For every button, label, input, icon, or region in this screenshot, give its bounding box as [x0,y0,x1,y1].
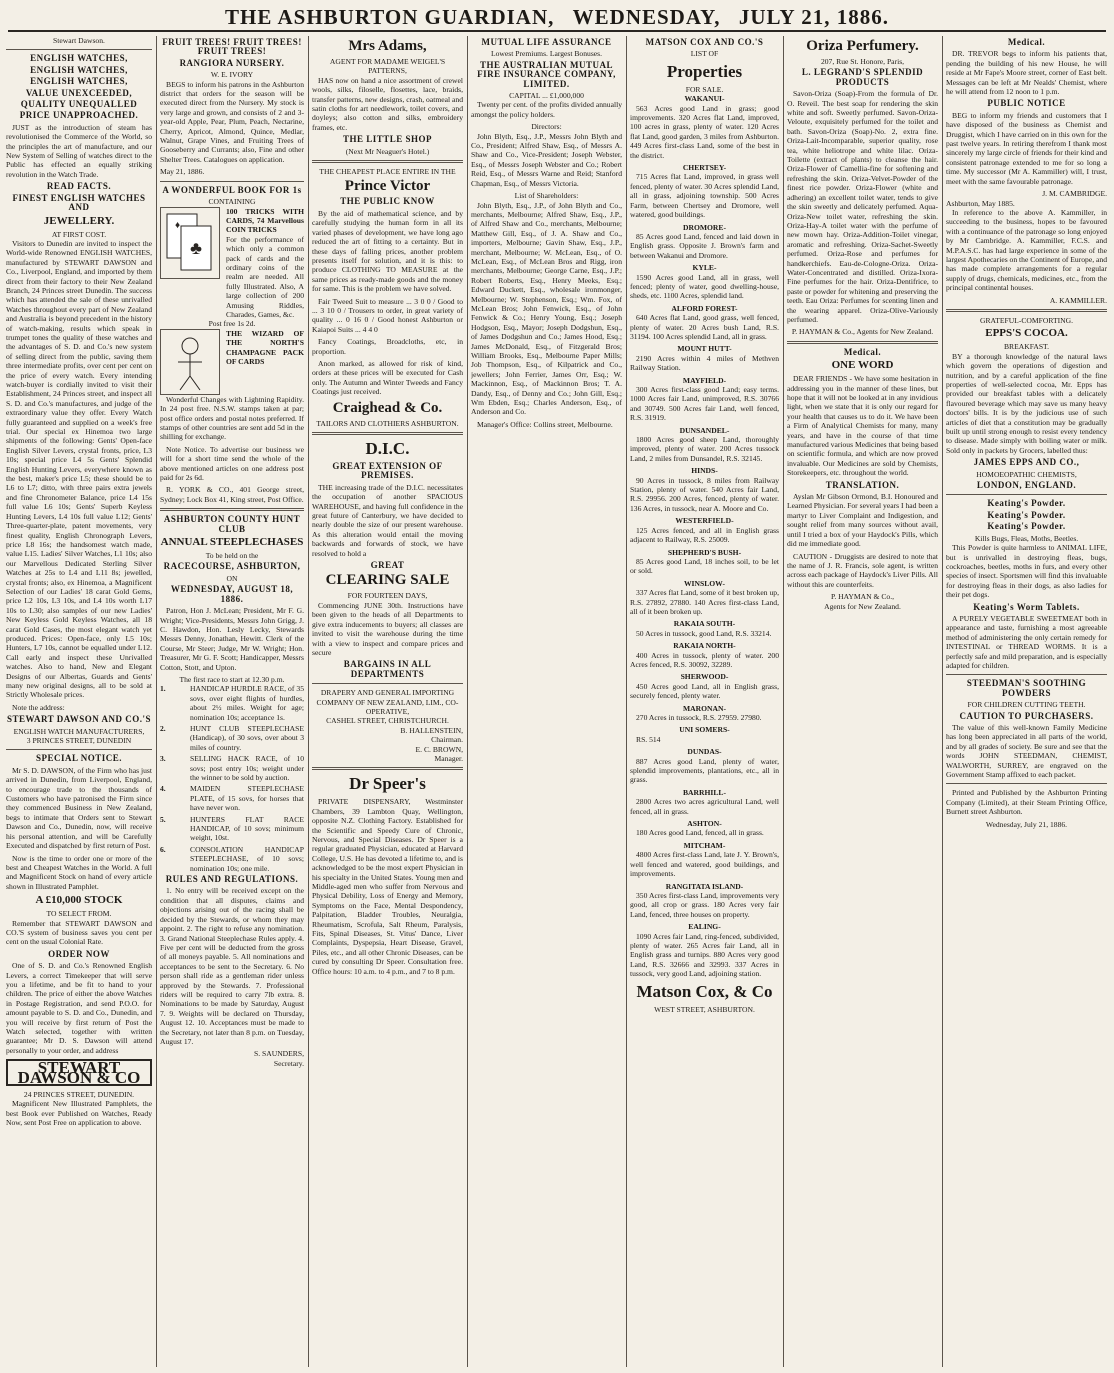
property-district: KYLE- [692,263,717,273]
property-district: UNI SOMERS- [679,725,730,735]
paragraph: Wonderful Changes with Lightning Rapidity. In 24 post free. N.S.W. stamps taken at par; post office orders and postal notes preferred. If stamps of other countries are sent add 5d in the shilling for exchange. [160,394,304,442]
subhead: Agents for New Zealand. [824,601,901,611]
subhead: (Next Mr Neaguer's Hotel.) [345,146,430,156]
column-6 [787,36,938,1367]
headline: FRUIT TREES! FRUIT TREES! FRUIT TREES! [162,37,302,57]
paragraph: John Blyth, Esq., J.P., Messrs John Blyth and Co., President; Alfred Shaw, Esq., of Messrs A. Shaw and Co., Vice-President; Joseph Webster, Esq., of Messrs Joseph Webster and Co.; Robert Reid, Esq., of Messrs Warne and Reid; Stanford Chapman, Esq., of Messrs Victoria. [471,131,622,188]
race-text: CONSOLATION HANDICAP STEEPLECHASE, of 10 sovs; nomination 10s; one mile. [190,844,304,873]
paragraph: Savon-Oriza (Soap)-From the formula of Dr. O. Reveil. The best soap for rendering the skin white and soft. Sweetly perfumed. Savon-Oriza-Veloute, exquisitely perfumed for the toilet and bath. Savon-Oriza (Soap)-No. 2, extra fine. Oriza-Lait-Incomparable, superior quality, rose tea, white heliotrope and white lilac. Oriza-Toilette (extract of plants) to cleanse the hair. Oriza-Flower of Camellia-fine for softening and refreshing the skin. Oriza-Velvet-Powder of the finest rice powder. Oriza-Flower (white and adhering) an excellent toilet water, tends to give the skin sweetly and delicately perfumed. Aqua-Oriza-New toilet water, refreshing the skin. Oriza-Hay-A toilet water with the perfume of new mown hay. Oriza-Addition-Toilet vinegar, aromatic and refreshing. Oriza-Sachet-Sweetly perfumed. Oriza-Rose and perfumes for handkerchiefs. Eau-de-Cologne-Oriza. Oriza-Water-Concentrated and distilled. Oriza-Ixora-Fine perfumes for the hair. Oriza-Dentifrice, to paste or powder for whitening and preserving the teeth. Eau Oriza: Perfumes for scenting linen and the wearing apparel. Oriza-Olive-Variously perfumed. [787,89,938,324]
property-description: 180 Acres good Land, fenced, all in grass. [636,828,764,838]
property-description: 85 Acres good Land, fenced and laid down in English grass. Opposite J. Brown's farm and between Wakanui and Dromore. [630,231,779,260]
subhead: CASHEL STREET, CHRISTCHURCH. [326,716,449,726]
issue-date: JULY 21, 1886. [738,5,889,29]
headline: JAMES EPPS AND CO., [973,457,1080,468]
paragraph: DR. TREVOR begs to inform his patients that, pending the building of his new House, he will reside at Mr Fape's Moore street, corner of East belt. Messages can be left at Mr Nealds' Chemist, where he will attend from 12 noon to 1 p.m. [946,49,1107,97]
svg-text:♣: ♣ [190,237,202,258]
paragraph: Patron, Hon J. McLean; President, Mr F. G. Wright; Vice-Presidents, Messrs John Grigg, J. C. Hawdon, Hon. Lesly Lecky, Stewards Messrs Denny, Jonathan, Hewitt. Clerk of the Course, Mr Steer; Judge, Mr W. Wright; Hon. Treasurer, Mr G. F. Scott; Handicapper, Messrs Cotton, Stott, and Upton. [160,606,304,672]
paragraph: DEAR FRIENDS - We have some hesitation in addressing you in the manner of these lines, but hope that it will not be looked at in any invidious light, when we state that it is only our regard for your health that causes us to do it. We have been a Firm of Analytical Chemists for many, many years, and have in the course of that time manufactured various Medicines that being based on scientific formula, and which are now proved invaluable. Our Medicines are sold by Chemists, Storekeepers, etc. throughout the world. [787,374,938,478]
column-5 [630,36,779,1367]
wizard-illustration [160,329,220,395]
headline: Dr Speer's [349,774,426,794]
headline: Oriza Perfumery. [806,38,919,54]
headline: D.I.C. [365,439,410,458]
headline: RACECOURSE, ASHBURTON, [163,561,301,572]
paragraph: Now is the time to order one or more of the best and Cheapest Watches in the World. A full and Magnificent Stock on hand of every article shown in Illustrated Pamphlet. [6,853,152,891]
property-district: ALFORD FOREST- [671,303,738,313]
headline: Prince Victor [344,178,431,195]
headline: Keating's Worm Tablets. [973,601,1080,612]
headline: Mrs Adams, [348,38,427,54]
signature: B. HALLENSTEIN, [400,725,463,735]
headline: Keating's Powder. [987,509,1066,520]
paragraph: One of S. D. and Co.'s Renowned English Levers, a correct Timekeeper that will serve you a lifetime, and be fit to hand to your children. The price of either the above Watches in Postage Registration, and send P.O.O. for amount payable to S. D. and Co., Dunedin, and you will receive by first return of Post the Watch selected, together with written guarantee; Mr D. S. Dawson will attend personally to your order, and address [6,961,152,1055]
paragraph: Manager's Office: Collins street, Melbourne. [477,419,613,429]
race-item [160,684,304,722]
property-description: 887 Acres good Land, plenty of water, splendid improvements, plantations, etc., all in grass. [630,756,779,785]
subhead: W. E. IVORY [210,70,254,80]
paragraph: THE increasing trade of the D.I.C. necessitates the occupation of another SPACIOUS WAREHOUSE, and having full confidence in the great future of Canterbury, we have decided to nearly double the size of our present warehouse. As this alteration would entail the moving backwards and forwards of stock, we have resolved to hold a [312,482,463,558]
column-4 [471,36,622,1367]
property-description: 300 Acres first-class good Land; easy terms. 1000 Acres fair Land, unimproved, R.S. 30766 and 30749. 500 Acres fair Land, well fenced, R.S. 31919. [630,385,779,423]
property-description: 4800 Acres first-class Land, late J. Y. Brown's, well fenced and watered, good buildings, and improvements. [630,850,779,879]
race-number: 1. [160,684,166,694]
paragraph: Magnificent New Illustrated Pamphlets, the best Book ever Published on Watches, Ready Now, sent Post Free on application to above. [6,1099,152,1128]
wizard-advert [160,329,304,395]
subhead: FOR CHILDREN CUTTING TEETH. [967,700,1086,710]
column-rule [942,36,943,1367]
subhead: GRATEFUL-COMFORTING. [980,315,1073,325]
subhead: CAPITAL ... £1,000,000 [509,91,584,101]
property-district: CHERTSEY- [682,163,727,173]
subhead: AGENT FOR MADAME WEIGEL'S PATTERNS, [329,57,446,76]
paragraph: In reference to the above A. Kammiller, in succeeding to the business, hopes to be favoured with a continuance of the patronage so long enjoyed by Mr Cambridge. A. Kammiller, F.C.S. and M.P.A.S.C. has had large experience in some of the largest Apothecaries on the Continent of Europe, and has made complete arrangements for a regular supply of drugs, chemicals, medicines, etc., from the principal continental houses. [946,207,1107,293]
race-item [160,845,304,873]
imprint: Printed and Published by the Ashburton Printing Company (Limited), at their Steam Printing Office, Burnett street Ashburton. [946,788,1107,817]
headline: VALUE UNEXCEEDED, [25,87,133,98]
property-description: 715 Acres flat Land, improved, in grass well fenced, plenty of water. 30 Acres splendid Land, all in grass, adjoining township. 500 Acres Farm, between Chertsey and Dromore, well watered, good buildings. [630,172,779,220]
masthead [8,4,1106,32]
subhead: BREAKFAST. [1003,342,1050,352]
race-text: HUNTERS FLAT RACE HANDICAP, of 10 sovs; minimum weight, 10st. [190,814,304,843]
headline: Keating's Powder. [987,498,1066,509]
headline: STEEDMAN'S SOOTHING POWDERS [966,678,1087,698]
headline: EPPS'S COCOA. [985,327,1068,340]
paragraph: BY a thorough knowledge of the natural laws which govern the operations of digestion and nutrition, and by a careful application of the fine properties of well-selected cocoa, Mr. Epps has provided our breakfast tables with a delicately flavoured beverage which may save us many heavy doctors' bills. It is by the judicious use of such articles of diet that a constitution may be gradually built up until strong enough to resist every tendency to disease. Made simply with boiling water or milk. Sold only in packets by Grocers, labelled thus: [946,351,1107,455]
subhead: HOMOEOPATHIC CHEMISTS, [976,469,1077,479]
property-district: ASHTON- [687,819,722,829]
property-district: WAKANUI- [684,94,725,104]
property-district: SHERWOOD- [680,672,729,682]
svg-text:♦: ♦ [175,219,181,231]
subhead: TAILORS AND CLOTHIERS ASHBURTON. [316,418,459,428]
paragraph: JUST as the introduction of steam has revolutionised the Commerce of the World, so the principles the art of manufacture, and our New System of Selling of watches direct to the Public has effected an equally striking revolution in the Watch Trade. [6,122,152,179]
paragraph: Commencing JUNE 30th. Instructions have been given to the heads of all Departments to give extra inducements to buyers; all classes are invited to visit the warehouse during the time with a view to inspect and compare prices and secure [312,600,463,657]
subhead: 3 PRINCES STREET, DUNEDIN [26,736,132,746]
dateline: May 21, 1886. [160,167,205,177]
subhead: 207, Rue St. Honore, Paris, [820,57,905,66]
paragraph: BEG to inform my friends and customers that I have disposed of the business as Chemist and Druggist, which I have carried on in this own for the past twelve years. In retiring therefrom I thank most sincerely my large circle of friends for their kind and consistent patronage extended to me for so long a time. My successor (Mr A. Kammiller) will, I trust, meet with the same favourable patronage. [946,110,1107,186]
property-district: DROMORE- [682,222,727,232]
property-description: 337 Acres flat Land, some of it best broken up, R.S. 27892, 27880. 140 Acres first-class Land, all of it been broken up. [630,588,779,616]
subhead: The first race to start at 12.30 p.m. [179,674,285,684]
headline: A WONDERFUL BOOK FOR 1s [162,184,302,195]
property-district: RAKAIA SOUTH- [673,619,736,629]
paragraph: By the aid of mathematical science, and by carefully studying the human form in all its varied phases of development, we have long ago reduced the art of fitting to a certainty. But in these days of falling prices, another problem presents itself for solution, and it is this: to produce CLOTHING TO MEASURE at the same prices as ready-made goods and the money for same. This is the problem we have solved. [312,208,463,294]
property-district: SHEPHERD'S BUSH- [667,547,742,557]
headline: MATSON COX AND CO.'S [645,37,764,47]
headline: ASHBURTON COUNTY HUNT CLUB [163,514,301,534]
headline: ENGLISH WATCHES, [30,76,128,87]
signature-title: Chairman. [431,735,463,745]
wizard-headline: THE WIZARD OF THE NORTH'S CHAMPAGNE PACK OF CARDS [226,328,304,366]
headline: THE AUSTRALIAN MUTUAL FIRE INSURANCE COMPANY, LIMITED. [477,59,616,89]
subhead: FOR SALE. [685,84,724,94]
column-2 [160,36,304,1367]
column-7 [946,36,1107,1367]
subhead: ENGLISH WATCH MANUFACTURERS, [13,726,145,736]
property-district: HINDS- [691,466,718,476]
race-number: 2. [160,723,166,733]
property-district: WESTERFIELD- [675,516,734,526]
paper-title: THE ASHBURTON GUARDIAN, [225,5,555,29]
headline: CAUTION TO PURCHASERS. [959,710,1094,721]
paragraph: HAS now on hand a nice assortment of crewel wools, silks, filoselle, flosettes, lace, braids, transfer patterns, new designs, crash, oatmeal and satin cloths for art needlework, toilet covers, and doyleys; also cotton and silks, embroidery frames, etc. [312,75,463,132]
headline: SPECIAL NOTICE. [35,753,123,764]
headline: ORDER NOW [48,948,110,959]
headline: RULES AND REGULATIONS. [165,874,299,885]
headline: THE LITTLE SHOP [342,134,433,145]
race-text: HUNT CLUB STEEPLECHASE (Handicap), of 30 sovs, over about 3 miles of country. [190,723,304,752]
headline: A £10,000 STOCK [35,894,123,907]
property-district: DUNDAS- [687,747,722,757]
race-item [160,784,304,812]
race-number: 3. [160,754,166,764]
paragraph: CAUTION - Druggists are desired to note that the name of J. R. Francis, sole agent, is written across each package of Haydock's Liver Pills. All without this are counterfeits. [787,551,938,589]
paragraph: PRIVATE DISPENSARY, Westminster Chambers, 39 Lambton Quay, Wellington, opposite N.Z. Clothing Factory. Established for the Scientific and Speedy Cure of Chronic, Nervous, and Special Diseases. Dr Speer is a regular graduated Physician, educated at Harvard College, U.S. He has devoted a lifetime to, and is acknowledged to be the most expert Physician in his specialty in the United States. Young men and Middle-aged men who suffer from Nervous and Physical Debility, Loss of Energy and Memory, Symptoms on the Face, Mental Despondency, Palpitation, Bladder Troubles, Neuralgia, Rheumatism, Scrofula, Salt Rheum, Paralysis, Fits, Spinal Diseases, St. Vitus' Dance, Liver Complaints, Dyspepsia, Heart Disease, Gravel, Piles, etc., and all other Chronic Diseases, can be cured by consulting Dr Speer. Consultation free. Office hours: 10 a.m. to 4 p.m., and 7 to 8 p.m. [312,797,463,976]
advert-label: Stewart Dawson. [53,36,105,45]
race-list [160,684,304,873]
headline: STEWART DAWSON AND CO.'S [6,714,152,725]
property-description: 450 Acres good Land, all in English grass, securely fenced, plenty water. [630,681,779,701]
subhead: ON [226,573,238,583]
paragraph: John Blyth, Esq., J.P., of John Blyth and Co., merchants, Melbourne; Alfred Shaw, Esq., J.P., of Alfred Shaw and Co., merchants, Melbourne; Matthew Gill, Esq., of J. A. Shaw and Co., importers, Melbourne; Gavin Shaw, Esq., J.P., merchant, Melbourne; W. McLean, Esq., of O. McLean, Esq., of McLean Bros and Rigg, iron merchants, Melbourne; George Carne, Esq., J.P.; Robert Roberts, Esq., Henry Meeks, Esq.; Edward Duckett, Esq., wholesale ironmonger, Melbourne; W. Stephenson, Esq.; Wm. Fox, of McLean Bros; John Fenwick, Esq., of John Fenwick & Co.; Henry Young, Esq.; Joseph Hodgson, Esq., Mayor; Joseph Dodgshun, Esq., of James Dodgshun and Co.; James Hood, Esq.; James McDonald, Esq., of Fitzgerald Bros; William Brooks, Esq., Melbourne Paper Mills; Job Thompson, Esq., of Kilpatrick and Co., jewellers; John Ferrier, James Orr, Esq.; W. Mackinnon, Esq., of Mackinnon Bros; T. A. Dandy, Esq., of Denny and Co.; John Gill, Esq.; Wm Ebden, Esq.; Charles Anderson, Esq., of Anderson and Co. [471,200,622,417]
subhead: WEST STREET, ASHBURTON. [654,1004,755,1014]
book-description: For the performance of which only a common pack of cards and the ordinary coins of the realm are needed. All fully Illustrated. Also, A large collection of 200 Amusing Riddles, Charades, Games, &c. [226,234,304,319]
property-description: 350 Acres first-class Land, improvements very good, all crop or grass. 180 Acres very fair Land, fenced, three houses on property. [630,890,779,919]
advert-footer: STEWART DAWSON & CO [6,1059,152,1086]
column-rule [467,36,468,1367]
property-district: EALING- [688,922,721,932]
playing-card-illustration [160,207,220,279]
headline: CLEARING SALE [325,572,450,589]
race-text: SELLING HACK RACE, of 10 sovs; post entry 10s; weight under the winner to be sold by auction. [190,754,304,782]
subhead: P. HAYMAN & Co., Agents for New Zealand. [791,327,934,337]
property-district: RAKAIA NORTH- [673,641,736,651]
property-district: MOUNT HUTT- [677,344,732,354]
property-list [630,94,779,978]
property-district: WINSLOW- [683,578,726,588]
column-rule [626,36,627,1367]
property-description: 90 Acres in tussock, 8 miles from Railway Station, plenty of water. 540 Acres fair Land, R.S. 29956. 200 Acres, fenced, plenty of water. 136 Acres, in tussock, near A. Moore and Co. [630,475,779,513]
headline: QUALITY UNEQUALLED [20,99,138,110]
book-advert [160,207,304,320]
race-item [160,724,304,752]
headline: GREAT [370,560,405,571]
signature: A. KAMMILLER. [1049,295,1107,305]
paragraph: Visitors to Dunedin are invited to inspect the World-wide Renowned ENGLISH WATCHES, manufactured by STEWART DAWSON and Co., Liverpool, England, and imported by them direct from their factory to their New Zealand Branch, 24 Princes street Dunedin. The success which has attended the sale of these unrivalled Watches throughout every part of New Zealand and Australia is beyond precedent in the history of watch-making, results which speak in trumpet tones the quality of these watches and the advantages of S. D. and Co.'s new system of selling direct from the public, saving them three intermediate profits, over cent per cent on the price of every watch. Every intending watch-buyer is cordially invited to visit their Establishment, 24 Princes street, and inspect all S. D. and Co.'s manufactures, and judge of the extraordinary value they offer. Every Watch fully guaranteed and supplied on a week's free trial. Our special ex Hinemoa two large shipments of the following: Gents' Open-face English Silver Levers, crystal fronts, price, L3 10s; special price L4 5s Gents' Splendid English Hunting Levers, everywhere known as the best, maker's price L5; these should be to L6 to L7; ditto, with three pairs extra jewels and fine Chronometer Balance, price L4 15s full value L6 10s; Gents' Superb Keyless Hunting Levers, L4 10s full value L12; Gents' Three-quarter-plate, patent movements, very finest quality, English Chronograph Levers, price L8 16s; the handsomest watch made, value L15. Ladies' Silver Watches, L1 10s; also our Marvellous Dedicated Sterling Silver Watches at 25s to L4 and L11 8s; jewelled, crystal fronts; also, ex Hinemoa, a Magnificent Selection of our Ladies' 18 carat Gold Gems, price L2 10s, L3 10s, and L4 10s worth L17 10s to L30; also samples of our new Ladies' New Keyless Gold Keyless Watches, all 18 carat Gold Cases, the most elegant watch yet produced. Prices: Open-face, only L5 10s; Hunters, L7 10s, cannot be equalled under L12. Call early and inspect these Unrivalled watches. Also to hand, New and Elegant Designs of our Albertas, Guards and Gents' many new original designs, all to be sold at Strictly Wholesale prices. [6,238,152,700]
headline: Medical. [843,346,882,357]
column-1 [6,36,152,1367]
paragraph: Fancy Coatings, Broadcloths, etc, in proportion. [312,337,463,356]
property-description: 270 Acres in tussock, R.S. 27959. 27980. [636,713,762,722]
headline: PRICE UNAPPROACHED. [19,110,139,121]
headline: Keating's Powder. [987,521,1066,532]
subhead: List of Shareholders: [514,191,579,201]
book-tricks: 100 TRICKS WITH CARDS, 74 Marvellous COIN TRICKS [226,206,304,235]
property-description: 640 Acres flat Land, good grass, well fenced, plenty of water. 20 Acres bush Land, R.S. 31194. 100 Acres splendid Land, all in grass. [630,313,779,341]
paragraph: Anon marked, as allowed for risk of kind, orders at these prices will be executed for Cash only. The Autumn and Winter Tweeds and Fancy Coatings just received. [312,358,463,397]
subhead: TO SELECT FROM. [46,909,112,919]
race-item [160,754,304,782]
headline: Craighead & Co. [332,399,443,416]
subhead: DRAPERY AND GENERAL IMPORTING COMPANY OF NEW ZEALAND, LIM., CO-OPERATIVE, [316,688,459,716]
price-list: Fair Tweed Suit to measure ... 3 0 0 / Good to ... 3 10 0 / Trousers to order, in great variety of quality ... 0 16 0 / Good honest Ashburton or Kaiapoi Suits ... 4 4 0 [312,296,463,334]
property-description: 563 Acres good Land in grass; good improvements. 320 Acres flat Land, improved, 100 acres in grass, plenty of water. 120 Acres flat Land, good garden, 3 miles from Ashburton. 449 Acres first-class Land, some of the best in the district. [630,103,779,160]
signature-title: Manager. [434,753,463,763]
headline: READ FACTS. [46,181,112,192]
subhead: P. HAYMAN & Co., [830,592,894,602]
headline: WEDNESDAY, AUGUST 18, 1886. [170,584,294,604]
paragraph: Note the address: [12,702,65,712]
headline: PUBLIC NOTICE [987,98,1066,109]
headline: Matson Cox, & Co [636,981,773,1001]
subhead: AT FIRST COST. [51,229,107,239]
property-description: 50 Acres in tussock, good Land, R.S. 33214. [636,628,772,638]
subhead: FOR FOURTEEN DAYS, [347,591,428,601]
headline: ONE WORD [831,359,894,372]
property-description: 1800 Acres good sheep Land, thoroughly improved, plenty of water. 200 Acres tussock Land, 2 miles from Dunsandel, R.S. 32145. [630,435,779,463]
headline: JEWELLERY. [43,214,115,227]
headline: FINEST ENGLISH WATCHES AND [12,192,146,213]
paragraph: Ayslan Mr Gibson Ormond, B.I. Honoured and Learned Physician. For several years I had been a martyr to Liver Complaint and Indigestion, and sought relief from many sources without avail, until I tried a box of your Haydock's Pills, which did me immediate good. [787,492,938,549]
race-number: 4. [160,784,166,794]
paragraph: The value of this well-known Family Medicine has long been appreciated in all parts of the world, and by all grades of society. Be sure and see that the words JOHN STEEDMAN, CHEMIST, WALWORTH, SURREY, are engraved on the Government Stamp affixed to each packet. [946,723,1107,780]
headline: ENGLISH WATCHES, [30,64,128,75]
subhead: LIST OF [690,49,719,59]
property-district: DUNSANDEL- [679,425,730,435]
race-text: HANDICAP HURDLE RACE, of 35 sovs, over eight flights of hurdles, about 2½ miles. Weight for age; nomination 10s; acceptance 1s. [190,684,304,722]
race-text: MAIDEN STEEPLECHASE PLATE, of 15 sovs, for horses that have never won. [190,784,304,813]
property-description: 2190 Acres within 4 miles of Methven Railway Station. [630,353,779,373]
issue-day: WEDNESDAY, [572,5,721,29]
subhead: 24 PRINCES STREET, DUNEDIN. [23,1090,135,1100]
subhead: Post free 1s 2d. [208,319,256,329]
headline: ENGLISH WATCHES, [30,53,128,64]
headline: RANGIORA NURSERY. [179,57,285,68]
dateline: Ashburton, May 1885. [946,198,1015,208]
headline: LONDON, ENGLAND. [976,480,1077,491]
race-number: 6. [160,844,166,854]
paragraph: R. YORK & CO., 401 George street, Sydney; Lock Box 41, King street, Post Office. [160,485,304,504]
paragraph: BEGS to inform his patrons in the Ashburton district that orders for the season will be executed direct from the Nursery. My stock is very large and grown, and consists of 2 and 3-year-old Apple, Pear, Plum, Peach, Nectarine, Cherry, Apricot, Almond, Quince, Medlar, Walnut, Grape Vines, and Fruiting Trees of Gooseberry and Currants; also, Fine and other Shelter Trees. Catalogues on application. [160,79,304,164]
subhead: Directors: [531,122,562,132]
property-district: RANGITATA ISLAND- [665,881,744,891]
race-item [160,815,304,843]
subhead: Lowest Premiums. Largest Bonuses. [490,49,602,59]
headline: Medical. [1007,37,1046,47]
property-description: 1090 Acres fair Land, ring-fenced, subdivided, plenty of water. 265 Acres fair Land, all in English grass and turnips. 880 Acres very good Land, R.S. 32666 and 32993. 337 Acres in tussock, very good Land, adjoining station. [630,931,779,979]
property-district: MITCHAM- [683,840,726,850]
property-description: 1590 Acres good Land, all in grass, well fenced; plenty of water, good dwelling-house, sheds, etc. 1100 Acres, splendid land. [630,272,779,301]
paragraph: Twenty per cent. of the profits divided annually amongst the policy holders. [471,100,622,119]
property-description: 125 Acres fenced, and all in English grass adjacent to Railway, R.S. 25009. [630,525,779,545]
headline: TRANSLATION. [825,479,900,490]
property-district: MARONAN- [682,703,727,713]
subhead: CONTAINING [208,197,256,207]
property-district: MAYFIELD- [682,375,727,385]
column-rule [308,36,309,1367]
property-description: 2800 Acres two acres agricultural Land, well fenced, all in grass. [630,797,779,816]
subhead: THE CHEAPEST PLACE ENTIRE IN THE [319,167,456,177]
headline: MUTUAL LIFE ASSURANCE [481,37,612,47]
headline: Properties [666,61,743,81]
paragraph: Mr S. D. DAWSON, of the Firm who has just arrived in Dunedin, from Liverpool, England, to encourage trade to the thousands of Customers who have patronised the Firm since they commenced Business in New Zealand, begs to intimate that Orders sent to Stewart Dawson and Co., Dunedin, now, will receive his personal attention, and will be Carefully Executed and dispatched by first return of Post. [6,765,152,851]
property-description: 85 Acres good Land, 18 inches soil, to be let or sold. [630,556,779,576]
property-district: BARRHILL- [682,787,727,797]
headline: ANNUAL STEEPLECHASES [160,536,304,549]
headline: L. LEGRAND'S SPLENDID PRODUCTS [801,67,924,87]
column-rule [783,36,784,1367]
subhead: To be held on the [205,551,259,561]
headline: THE PUBLIC KNOW [340,196,435,207]
paragraph: 1. No entry will be received except on the condition that all disputes, claims and objections arising out of the racing shall be decided by the Stewards, or whom they may appoint. 2. The right to refuse any nomination. 3. Grand National Steeplechase Rules apply. 4. Five per cent will be deducted from the gross of all moneys payable. 5. All nominations and acceptances to be sent to the Secretary. 6. No person shall ride as a gentleman rider unless approved by the Stewards. 7. Professional riders will be required to carry 7lb extra. 8. Nominations to be made by Saturday, August 7. 9. Weights will be declared on Thursday, August 12. 10. Acceptances must be made to the Secretary, not later than 8 p.m. on Tuesday, August 17. [160,886,304,1046]
headline: GREAT EXTENSION OF PREMISES. [332,461,443,481]
column-3 [312,36,463,1367]
property-description: RS. 514 [636,734,661,744]
signature: J. M. CAMBRIDGE. [1042,189,1107,199]
imprint-date: Wednesday, July 21, 1886. [985,819,1068,829]
headline: BARGAINS IN ALL DEPARTMENTS [343,659,432,679]
signature: S. SAUNDERS, [253,1049,304,1059]
subhead: Kills Bugs, Fleas, Moths, Beetles. [974,533,1079,543]
column-rule [156,36,157,1367]
signature-title: Secretary. [273,1058,304,1068]
paragraph: Remember that STEWART DAWSON and CO.'S system of business saves you cent per cent on the usual Colonial Rate. [6,918,152,947]
race-number: 5. [160,814,166,824]
paragraph: Note Notice. To advertise our business we will for a short time send the whole of the above mentioned articles on one address post paid for 2s 6d. [160,444,304,483]
property-description: 400 Acres in tussock, plenty of water. 200 Acres fenced, R.S. 30092, 32289. [630,650,779,669]
paragraph: This Powder is quite harmless to ANIMAL LIFE, but is unrivalled in destroying fleas, bugs, cockroaches, beetles, moths in furs, and every other species of insect. Sportsmen will find this invaluable for destroying fleas in their dogs, as also ladies for their pet dogs. [946,543,1107,600]
signature: E. C. BROWN, [415,744,463,754]
paragraph: A PURELY VEGETABLE SWEETMEAT both in appearance and taste, furnishing a most agreeable method of administering the only certain remedy for INTESTINAL or THREAD WORMS. It is a perfectly safe and mild preparation, and is especially adapted for children. [946,613,1107,670]
